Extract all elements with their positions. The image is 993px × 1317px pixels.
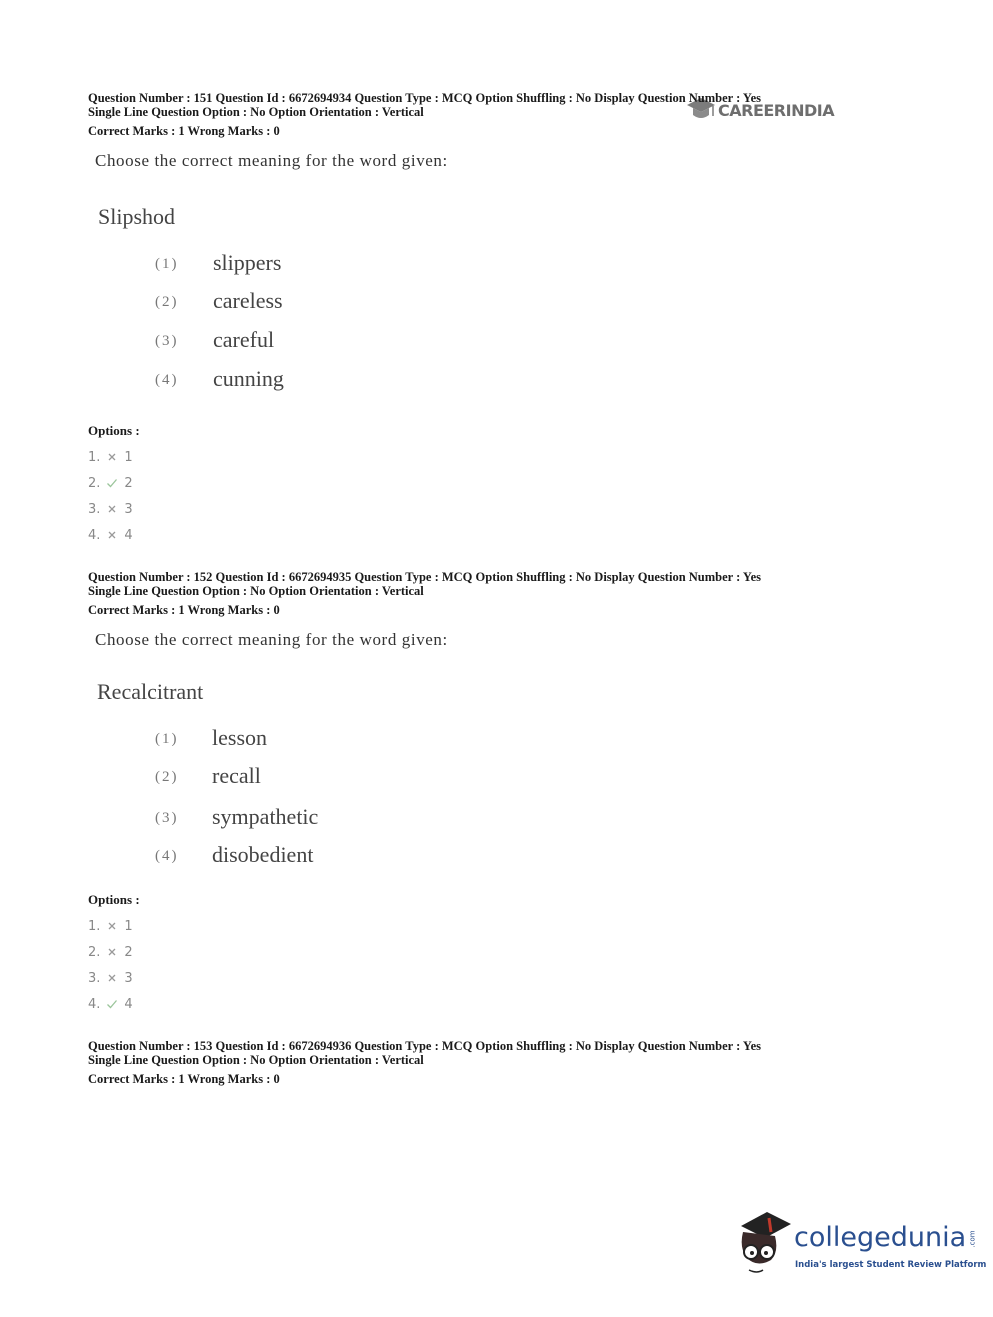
cross-icon — [106, 529, 118, 541]
answer-value: 3 — [124, 501, 133, 517]
answer-index: 1. — [88, 918, 101, 934]
q2-answer-list — [88, 913, 133, 1017]
careerindia-wordmark: CAREERINDIA — [718, 100, 835, 120]
q1-choice-4-num: (4) — [155, 372, 179, 388]
q2-choice-3-text: sympathetic — [212, 804, 319, 829]
q1-meta-line2: Single Line Question Option : No Option Orientation : Vertical — [88, 105, 424, 119]
answer-index: 1. — [88, 449, 101, 465]
cross-icon — [106, 972, 118, 984]
q2-choice-1-text: lesson — [212, 725, 267, 750]
q2-word: Recalcitrant — [97, 679, 204, 704]
q3-meta-line1: Question Number : 153 Question Id : 6672694936 Question Type : MCQ Option Shuffling : No Display Question Number : Yes — [88, 1039, 761, 1053]
q1-choice-1-text: slippers — [213, 250, 282, 275]
q1-prompt: Choose the correct meaning for the word given: — [95, 151, 448, 170]
q1-choice-2-num: (2) — [155, 294, 179, 310]
brand-name: collegedunia — [794, 1222, 967, 1253]
answer-value: 4 — [124, 996, 133, 1012]
q3-meta-line3: Correct Marks : 1 Wrong Marks : 0 — [88, 1072, 280, 1086]
answer-value: 2 — [124, 475, 133, 491]
q1-choice-1-num: (1) — [155, 256, 179, 272]
answer-index: 3. — [88, 970, 101, 986]
check-icon — [106, 477, 118, 489]
q2-choice-4-num: (4) — [155, 848, 179, 864]
collegedunia-wordmark — [794, 1222, 981, 1253]
q2-choice-2-text: recall — [212, 763, 261, 788]
q2-choice-4-text: disobedient — [212, 842, 314, 867]
cross-icon — [106, 946, 118, 958]
q1-choice-2-text: careless — [213, 288, 283, 313]
q2-prompt: Choose the correct meaning for the word given: — [95, 630, 448, 649]
q1-meta-line3: Correct Marks : 1 Wrong Marks : 0 — [88, 124, 280, 138]
answer-index: 4. — [88, 996, 101, 1012]
answer-index: 2. — [88, 944, 101, 960]
cross-icon — [106, 920, 118, 932]
answer-index: 2. — [88, 475, 101, 491]
collegedunia-logo — [733, 1208, 987, 1280]
cross-icon — [106, 503, 118, 515]
answer-index: 4. — [88, 527, 101, 543]
q3-meta-line2: Single Line Question Option : No Option Orientation : Vertical — [88, 1053, 424, 1067]
answer-value: 4 — [124, 527, 133, 543]
collegedunia-tagline: India's largest Student Review Platform — [795, 1260, 987, 1270]
answer-value: 1 — [124, 918, 133, 934]
answer-value: 2 — [124, 944, 133, 960]
q2-meta-line1: Question Number : 152 Question Id : 6672694935 Question Type : MCQ Option Shuffling : No Display Question Number : Yes — [88, 570, 761, 584]
q2-choice-3-num: (3) — [155, 810, 179, 826]
q2-choice-1-num: (1) — [155, 731, 179, 747]
q1-meta-line1: Question Number : 151 Question Id : 6672694934 Question Type : MCQ Option Shuffling : No Display Question Number : Yes — [88, 91, 761, 105]
q2-choice-2-num: (2) — [155, 769, 179, 785]
answer-row — [88, 522, 133, 548]
q1-options-label: Options : — [88, 423, 140, 438]
mascot-icon — [733, 1208, 793, 1278]
answer-row — [88, 470, 133, 496]
answer-value: 3 — [124, 970, 133, 986]
answer-row — [88, 965, 133, 991]
q1-word: Slipshod — [98, 204, 176, 229]
q2-options-label: Options : — [88, 892, 140, 907]
answer-row — [88, 444, 133, 470]
q2-meta-line3: Correct Marks : 1 Wrong Marks : 0 — [88, 603, 280, 617]
q1-choice-3-num: (3) — [155, 333, 179, 349]
q2-meta-line2: Single Line Question Option : No Option Orientation : Vertical — [88, 584, 424, 598]
brand-suffix: .com — [968, 1229, 977, 1248]
q1-choice-4-text: cunning — [213, 366, 284, 391]
q1-answer-list — [88, 444, 133, 548]
answer-index: 3. — [88, 501, 101, 517]
answer-row — [88, 913, 133, 939]
answer-row — [88, 939, 133, 965]
cross-icon — [106, 451, 118, 463]
answer-value: 1 — [124, 449, 133, 465]
answer-row — [88, 496, 133, 522]
answer-row — [88, 991, 133, 1017]
q1-choice-3-text: careful — [213, 327, 275, 352]
check-icon — [106, 998, 118, 1010]
